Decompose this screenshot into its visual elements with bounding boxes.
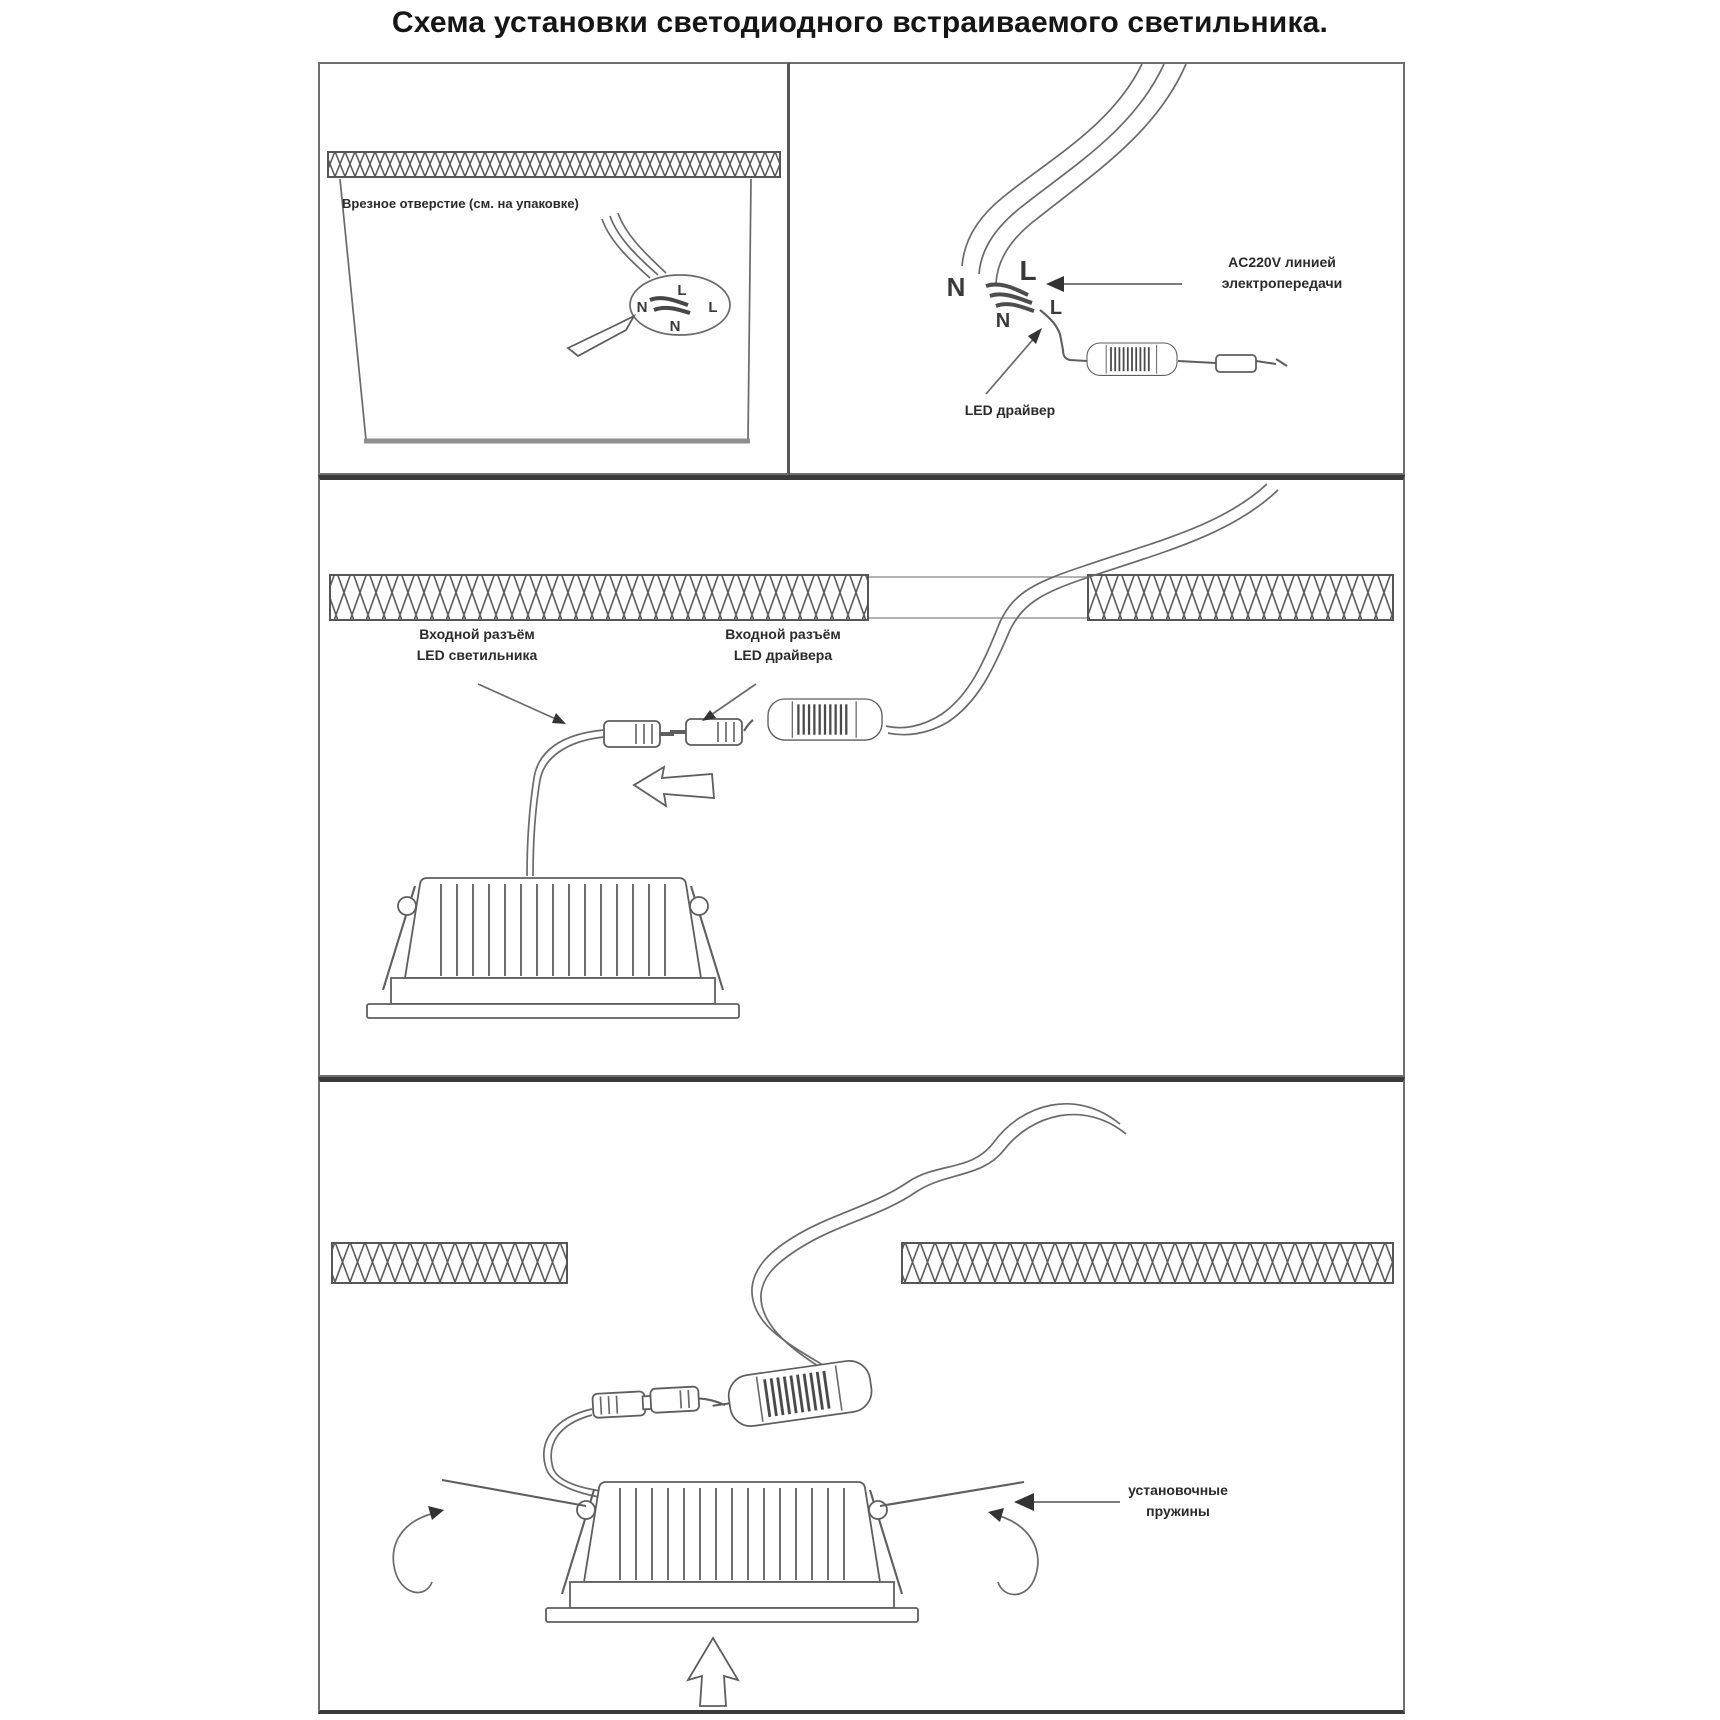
wire-letter-n-left: N: [636, 299, 648, 316]
luminaire-connector-label-line1: Входной разъём: [419, 626, 535, 642]
wire-letter-l-top: L: [1019, 255, 1037, 286]
wire-letter-l-top: L: [677, 282, 687, 299]
spring-rotate-arrow-left-icon: [393, 1506, 444, 1592]
wire-letter-l-right: L: [708, 299, 718, 316]
ceiling-hatch-band: [328, 152, 780, 177]
power-line-label-line1: AC220V линией: [1228, 254, 1336, 270]
spring-rotate-arrow-right-icon: [988, 1508, 1038, 1595]
supply-wires: [602, 213, 666, 278]
luminaire-label-leader: [478, 684, 558, 720]
led-driver: [1087, 343, 1177, 375]
led-driver: [768, 699, 882, 740]
panel-cutout-view: [318, 62, 790, 475]
mounting-springs-label-line2: пружины: [1146, 1503, 1210, 1519]
push-direction-arrow-icon: [634, 767, 714, 806]
panel-mounting-view: [318, 1077, 1405, 1714]
power-line-label: [1188, 252, 1376, 294]
power-label-arrowhead-icon: [1046, 276, 1064, 292]
wire-letter-n-bottom: N: [995, 310, 1011, 332]
page-title: Схема установки светодиодного встраиваемого светильника.: [391, 6, 1329, 39]
lamp-wire: [527, 730, 604, 876]
mounting-springs-label: [1092, 1480, 1264, 1522]
springs-label-arrowhead-icon: [1014, 1493, 1034, 1511]
wire-to-driver: [1040, 310, 1087, 361]
push-up-arrow-icon: [688, 1638, 738, 1706]
mounting-spring-left: [442, 1480, 586, 1506]
mains-cable: [962, 64, 1186, 284]
led-lamp: [367, 878, 739, 1018]
driver-label-leader: [986, 336, 1036, 394]
tool-pointer: [568, 316, 634, 356]
panel-connection-view: [318, 475, 1405, 1077]
driver-connector-label-line2: LED драйвера: [733, 647, 833, 663]
led-driver: [709, 1358, 874, 1431]
ceiling-panel-outline: [340, 179, 751, 440]
driver-label-leader: [708, 684, 756, 717]
cutout-hole-label: Врезное отверстие (см. на упаковке): [342, 196, 579, 211]
luminaire-connector-label-line2: LED светильника: [416, 647, 538, 663]
driver-connector-label-line1: Входной разъём: [725, 626, 841, 642]
diagram-frame: [318, 62, 1405, 1714]
wire-letter-l-right: L: [1049, 297, 1063, 319]
led-driver-label: LED драйвер: [964, 402, 1056, 418]
connection-view-drawing: [320, 480, 1403, 1075]
mounting-spring-right: [880, 1482, 1024, 1506]
wire-twist: [986, 284, 1034, 311]
luminaire-label-arrowhead-icon: [552, 713, 566, 724]
luminaire-input-connector: [604, 721, 674, 747]
driver-lead: [744, 720, 753, 731]
wire-letter-n-bottom: N: [669, 318, 681, 335]
panel-wiring-view: [790, 62, 1405, 475]
wire-twist: [650, 298, 690, 313]
cutout-view-drawing: [320, 64, 787, 473]
driver-input-connector: [670, 719, 742, 745]
mounting-springs-label-line1: установочные: [1128, 1482, 1228, 1498]
ceiling-hatch-band: [330, 575, 1393, 620]
driver-output-plug: [1178, 355, 1287, 372]
led-lamp: [546, 1482, 918, 1622]
power-line-label-line2: электропередачи: [1221, 275, 1343, 291]
mounting-view-drawing: [320, 1082, 1403, 1710]
luminaire-connector-label: [382, 624, 572, 666]
wire-letter-n-left: N: [946, 272, 966, 302]
ceiling-hatch-band: [332, 1243, 1393, 1283]
joined-connectors: [592, 1385, 725, 1418]
driver-connector-label: [688, 624, 878, 666]
